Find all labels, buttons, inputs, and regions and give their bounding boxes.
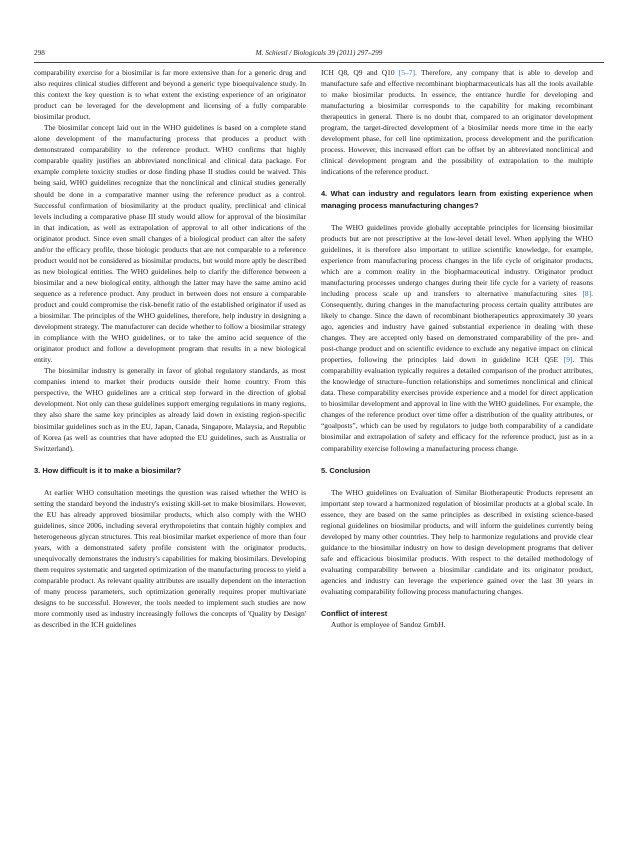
page-number: 298	[34, 49, 45, 57]
paragraph	[321, 67, 593, 177]
paragraph: The biosimilar industry is generally in favor of global regulatory standards, as most companies intend to market their products outside their home country. From this perspective, the WHO guidelines are a critical step forward in the direction of global development. Not only can these guidelines support emerging regulations in many regions, they also share the same key principles as already laid down in existing region-specific biosimilar guidelines such as in the EU, Japan, Canada, Singapore, Malaysia, and Republic of Korea (as well as countries that have adopted the EU guidelines, such as Australia or Switzerland).	[34, 366, 306, 453]
paragraph: At earlier WHO consultation meetings the question was raised whether the WHO is setting the standard beyond the industry's existing skill-set to make biosimilars. However, the EU has already approved biosimilar products, which also comply with the WHO guidelines, since 2006, including several erythropoietins that contain highly complex and heterogeneous glycan structures. This real biosimilar market experience of more than four years, with a demonstrated safety profile consistent with the originator products, unequivocally demonstrates the industry's capabilities for making biosimilars. Developing them requires systematic and targeted optimization of the manufacturing process to yield a comparable product. As relevant quality attributes are usually dependent on the interaction of many process parameters, such optimization generally requires proper multivariate designs to be successful. However, the tools needed to implement such studies are now more commonly used as industry increasingly follows the concepts of 'Quality by Design' as described in the ICH guidelines	[34, 487, 306, 630]
text-run: . Consequently, during changes in the manufacturing process certain quality attributes are likely to change. Since the dawn of recombinant biotherapeutics approximately 30 years ago, agencies and industry have gained substantial experience in dealing with these changes. They are accepted only based on demonstrated comparability of the pre- and post-change product and on scientific evidence to exclude any negative impact on clinical properties, following the principles laid down in guideline ICH Q5E	[321, 288, 593, 365]
header-rule	[34, 62, 604, 63]
journal-citation: M. Schiestl / Biologicals 39 (2011) 297–299	[255, 49, 383, 57]
running-header	[34, 47, 604, 59]
text-run: ICH Q8, Q9 and Q10	[321, 68, 399, 77]
section-heading: 5. Conclusion	[321, 465, 371, 475]
text-run: . Therefore, any company that is able to develop and manufacture safe and effective recombinant biopharmaceuticals has all the tools available to make biosimilar products. In essence, the entrance hurdle for developing and manufacturing a biosimilar corresponds to the capability for making recombinant therapeutics in general. There is no doubt that, compared to an originator development program, the target-directed development of a biosimilar needs more time in the early development phase, for cell line optimization, process development and the purification process. However, this increased effort can be offset by an abbreviated nonclinical and clinical development program and the possibility of extrapolation to the multiple indications of the reference product.	[321, 68, 593, 177]
section-heading: 4. What can industry and regulators learn from existing experience when managing process manufacturing changes?	[321, 189, 593, 210]
citation-link[interactable]: [8]	[582, 288, 592, 298]
citation-link[interactable]: [9]	[563, 355, 573, 365]
left-column	[34, 67, 306, 827]
paragraph: Author is employee of Sandoz GmbH.	[331, 620, 446, 630]
right-column	[321, 67, 593, 827]
paragraph: The WHO guidelines on Evaluation of Similar Biotherapeutic Products represent an important step toward a harmonized regulation of biosimilar products at a global scale. In essence, they are based on the same principles as described in existing science-based regional guidelines on biosimilar products, and will inform the guidelines currently being developed by many other countries. They help to harmonize regulations and provide clear guidance to the biosimilar industry on how to design development programs that deliver safe and efficacious biosimilar products. With respect to the detailed methodology of evaluating comparability between a biosimilar candidate and its originator product, agencies and industry can leverage the experience gained over the last 30 years in evaluating comparability following process manufacturing changes.	[321, 487, 593, 597]
section-heading: 3. How difficult is it to make a biosimilar?	[34, 465, 182, 475]
paragraph: comparability exercise for a biosimilar is far more extensive than for a generic drug and also requires clinical studies different and beyond a generic type bioequivalence study. In this context the key question is to what extent the existing experience of an originator product can be leveraged for the development and licensing of a fully comparable biosimilar product.	[34, 68, 306, 122]
text-run: The WHO guidelines provide globally acceptable principles for licensing biosimilar products but are not prescriptive at the low-level detail level. When applying the WHO guidelines, it is therefore also important to utilize scientific knowledge, for example, experience from manufacturing process changes in the life cycle of originator products, which are a common reality in the biopharmaceutical industry. Originator product manufacturing processes undergo changes during their life cycle for a variety of reasons including process scale up and transfers to alternative manufacturing sites	[321, 222, 593, 298]
paragraph	[321, 222, 593, 454]
paragraph: The biosimilar concept laid out in the WHO guidelines is based on a complete stand alone development of the manufacturing process that produces a product with demonstrated comparability to the reference product. WHO confirms that highly comparable quality justifies an abbreviated nonclinical and clinical data package. For example complete toxicity studies or dose finding phase II studies could be waived. This being said, WHO guidelines recognize that the nonclinical and clinical studies generally should be done in a comparative manner using the reference product as a control. Successful confirmation of biosimilarity at the product quality, preclinical and clinical levels including a comparative phase III study would allow for approval of the biosimilar in that indication, as well as extrapolation of approval to all other indications of the originator product. Since even small changes of a biological product can alter the safety and/or the efficacy profile, those biologic products that are not comparable to a reference product would not be considered as biosimilar products, but would more aptly be described as new biological entities. The WHO guidelines help to clarify the difference between a biosimilar and a new biological entity, although the latter may have the same amino acid sequence as a reference product. Any product in between does not ensure a comparable product and could compromise the risk-benefit ratio of the established originator if used as a biosimilar. The principles of the WHO guidelines, therefore, help industry in designing a development strategy. The manufacturer can decide whether to follow a biosimilar strategy in compliance with the WHO guidelines, or to take the amino acid sequence of the originator product and follow a development program that results in a new biological entity.	[34, 123, 306, 365]
text-run: . This comparability evaluation typically requires a detailed comparison of the product attributes, the knowledge of structure–function relationships and sometimes nonclinical and clinical data. These comparability exercises provide experience and a model for direct application to biosimilar development and approval in line with the WHO guidelines. For example, the changes of the reference product over time offer a distribution of the quality attributes, or “goalposts”, which can be used by regulators to judge both comparability of a candidate biosimilar and extrapolation of safety and efficacy for the reference product, just as in a comparability exercise following a manufacturing process change.	[321, 355, 593, 453]
citation-link[interactable]: [5–7]	[398, 68, 415, 77]
conflict-of-interest-heading: Conflict of interest	[321, 609, 388, 619]
